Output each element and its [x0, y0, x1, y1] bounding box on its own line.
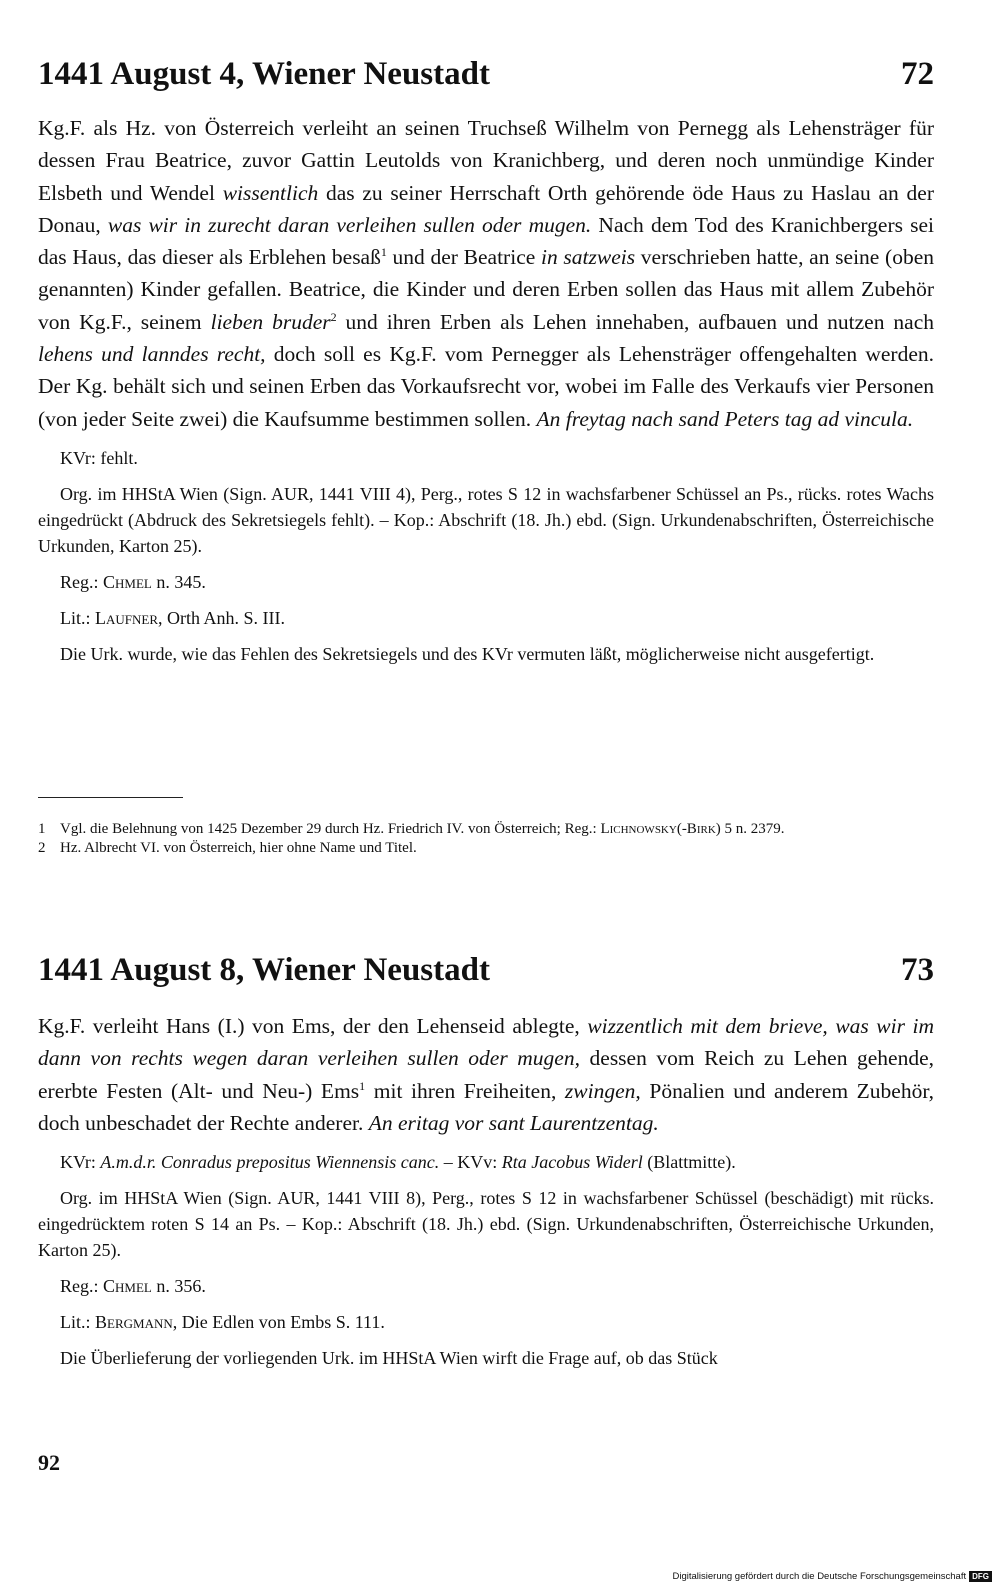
- entry-73-number: 73: [901, 952, 934, 988]
- entry-72-regest: Reg.: Chmel n. 345.: [60, 571, 206, 592]
- entry-72-body: [38, 112, 934, 667]
- entry-72-heading: [38, 54, 934, 94]
- entry-72-original: Org. im HHStA Wien (Sign. AUR, 1441 VIII 4), Perg., rotes S 12 in wachsfarbener Schüssel an Ps., rücks. rotes Wachs eingedrückt (Abdruck des Sekretsiegels fehlt). – Kop.: Abschrift (18. Jh.) ebd. (Sign. Urkundenabschriften, Österreichische Urkunden, Karton 25).: [38, 483, 934, 556]
- entry-73-title: 1441 August 8, Wiener Neustadt: [38, 952, 490, 988]
- page-number: 92: [38, 1450, 60, 1475]
- entry-73-comment: Die Überlieferung der vorliegenden Urk. im HHStA Wien wirft die Frage auf, ob das Stück: [60, 1348, 718, 1369]
- entry-73-literature: Lit.: Bergmann, Die Edlen von Embs S. 111.: [60, 1312, 385, 1333]
- footnote-ref-1: 1: [359, 1078, 366, 1093]
- entry-73-regest: Reg.: Chmel n. 356.: [60, 1276, 206, 1297]
- entry-72-literature: Lit.: Laufner, Orth Anh. S. III.: [60, 607, 286, 628]
- entry-73-heading: [38, 950, 934, 990]
- footnote-ref-2: 2: [330, 309, 337, 324]
- entry-72-comment: Die Urk. wurde, wie das Fehlen des Sekretsiegels und des KVr vermuten läßt, möglicherweise nicht ausgefertigt.: [60, 643, 875, 664]
- footnote-ref-1: 1: [380, 245, 387, 260]
- entry-72-number: 72: [901, 56, 934, 92]
- entry-72-summary: Kg.F. als Hz. von Österreich verleiht an seinen Truchseß Wilhelm von Pernegg als Lehensträger für dessen Frau Beatrice, zuvor Gattin Leutolds von Kranichberg, und deren noch unmündige Kinder Elsbeth und Wendel wissentlich das zu seiner Herrschaft Orth gehörende öde Haus zu Haslau an der Donau, was wir in zurecht daran verleihen sullen oder mugen. Nach dem Tod des Kranichbergers sei das Haus, das dieser als Erblehen besaß$^1$ und der Beatrice in satzweis verschrieben hatte, an seine (oben genannten) Kinder gefallen. Beatrice, die Kinder und deren Erben sollen das Haus mit allem Zubehör von Kg.F., seinem lieben bruder$^2$ und ihren Erben als Lehen innehaben, aufbauen und nutzen nach lehens und lanndes recht, doch soll es Kg.F. vom Pernegger als Lehensträger offengehalten werden. Der Kg. behält sich und seinen Erben das Vorkaufsrecht vor, wobei im Falle des Verkaufs vier Personen (von jeder Seite zwei) die Kaufsumme bestimmen sollen. An freytag nach sand Peters tag ad vincula.: [38, 116, 935, 431]
- digitization-credit: [673, 1571, 993, 1582]
- footnote-separator: [38, 797, 183, 798]
- entry-72-footnotes: [38, 820, 934, 858]
- credit-text: Digitalisierung gefördert durch die Deutsche Forschungsgemeinschaft: [672, 1571, 967, 1582]
- entry-72-title: 1441 August 4, Wiener Neustadt: [38, 56, 490, 92]
- entry-73-body: [38, 1010, 934, 1371]
- entry-73-summary: Kg.F. verleiht Hans (I.) von Ems, der den Lehenseid ablegte, wizzentlich mit dem brieve, was wir im dann von rechts wegen daran verleihen sullen oder mugen, dessen vom Reich zu Lehen gehende, ererbte Festen (Alt- und Neu-) Ems$^1$ mit ihren Freiheiten, zwingen, Pönalien und anderem Zubehör, doch unbeschadet der Rechte anderer. An eritag vor sant Laurentzentag.: [38, 1014, 935, 1135]
- entry-73-original: Org. im HHStA Wien (Sign. AUR, 1441 VIII 8), Perg., rotes S 12 in wachsfarbener Schüssel (beschädigt) mit rücks. eingedrücktem roten S 14 an Ps. – Kop.: Abschrift (18. Jh.) ebd. (Sign. Urkundenabschriften, Österreichische Urkunden, Karton 25).: [38, 1188, 934, 1261]
- footnote-1: 1 Vgl. die Belehnung von 1425 Dezember 29 durch Hz. Friedrich IV. von Österreich; Reg.: Lichnowsky(-Birk) 5 n. 2379.: [38, 821, 785, 837]
- dfg-logo: DFG: [969, 1571, 992, 1582]
- footnote-2: 2 Hz. Albrecht VI. von Österreich, hier ohne Name und Titel.: [38, 840, 417, 856]
- entry-73-kvr: KVr: A.m.d.r. Conradus prepositus Wiennensis canc. – KVv: Rta Jacobus Widerl (Blattmitte).: [60, 1152, 736, 1173]
- entry-72-kvr: KVr: fehlt.: [60, 447, 138, 468]
